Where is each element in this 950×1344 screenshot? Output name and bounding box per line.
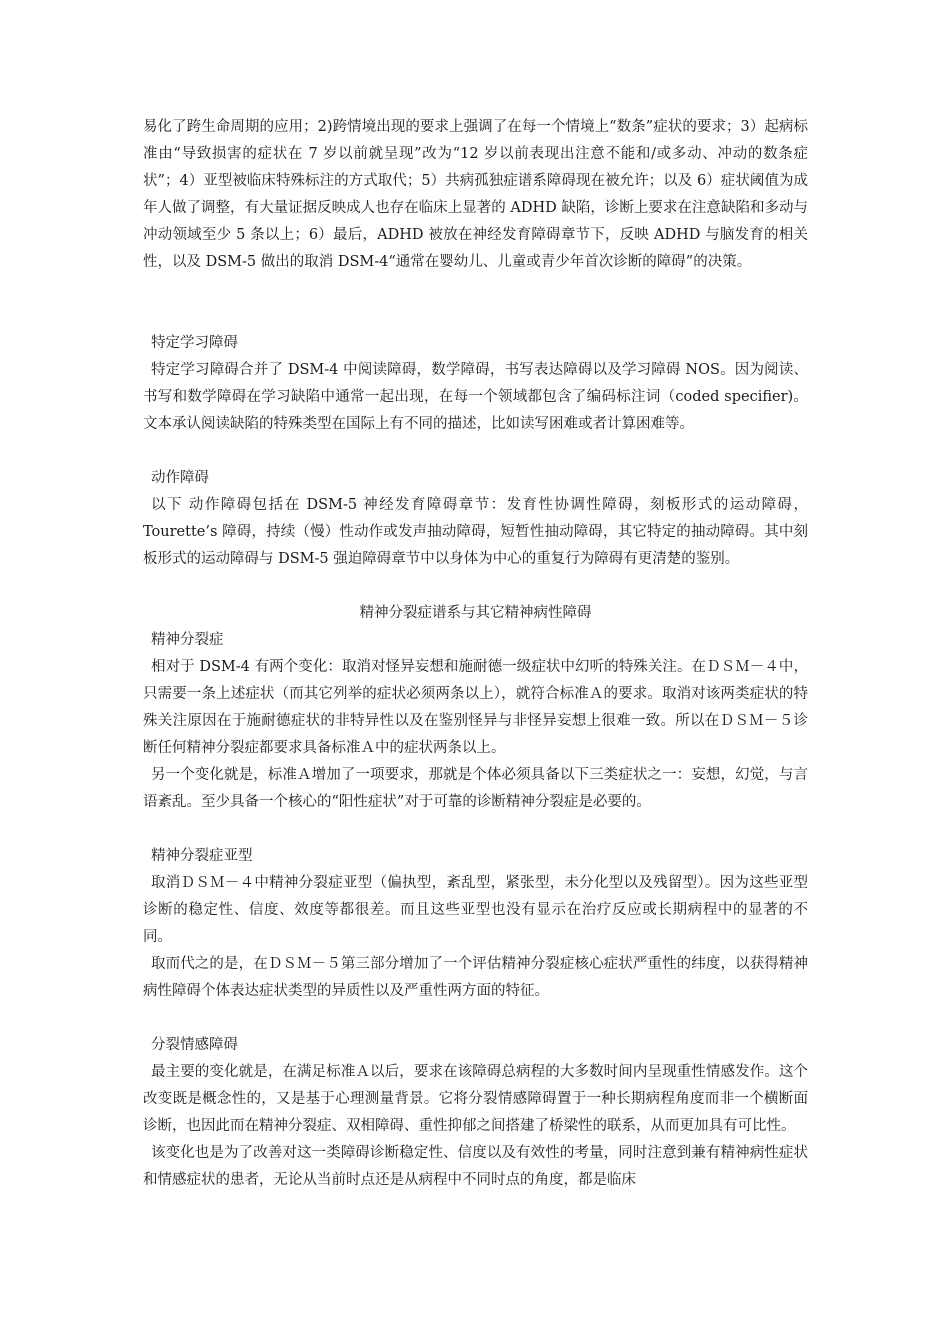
heading-motor-disorders: 动作障碍 [151,470,209,486]
heading-specific-learning-disorder: 特定学习障碍 [151,335,238,351]
subtypes-paragraph-2: 取而代之的是，在ＤＳＭ－５第三部分增加了一个评估精神分裂症核心症状严重性的纬度，以获得精神病性障碍个体表达症状类型的异质性以及严重性两方面的特征。 [143,956,808,999]
schizophrenia-paragraph-2: 另一个变化就是，标准Ａ增加了一项要求，那就是个体必须具备以下三类症状之一：妄想，幻觉，与言语紊乱。至少具备一个核心的“阳性症状”对于可靠的诊断精神分裂症是必要的。 [143,767,808,810]
heading-schizophrenia-subtypes: 精神分裂症亚型 [151,848,253,864]
spacer [143,438,808,465]
schizoaffective-paragraph-1: 最主要的变化就是，在满足标准Ａ以后，要求在该障碍总病程的大多数时间内呈现重性情感发作。这个改变既是概念性的，又是基于心理测量背景。它将分裂情感障碍置于一种长期病程角度而非一个横断面诊断，也因此而在精神分裂症、双相障碍、重性抑郁之间搭建了桥梁性的联系，从而更加具有可比性。 [143,1064,808,1134]
specific-learning-paragraph: 特定学习障碍合并了 DSM-4 中阅读障碍，数学障碍，书写表达障碍以及学习障碍 NOS。因为阅读、书写和数学障碍在学习缺陷中通常一起出现，在每一个领域都包含了编码标注词（coded specifier)。文本承认阅读缺陷的特殊类型在国际上有不同的描述，比如读写困难或者计算困难等。 [143,362,808,432]
spacer [143,816,808,843]
schizophrenia-paragraph-1: 相对于 DSM-4 有两个变化：取消对怪异妄想和施耐德一级症状中幻听的特殊关注。在ＤＳＭ－４中，只需要一条上述症状（而其它列举的症状必须两条以上），就符合标准Ａ的要求。取消对该两类症状的特殊关注原因在于施耐德症状的非特异性以及在鉴别怪异与非怪异妄想上很难一致。所以在ＤＳＭ－５诊断任何精神分裂症都要求具备标准Ａ中的症状两条以上。 [143,659,808,756]
schizoaffective-paragraph-2: 该变化也是为了改善对这一类障碍诊断稳定性、信度以及有效性的考量，同时注意到兼有精神病性症状和情感症状的患者，无论从当前时点还是从病程中不同时点的角度，都是临床 [143,1145,808,1188]
spacer [143,276,808,330]
document-page [143,114,808,1194]
spacer [143,573,808,600]
intro-paragraph: 易化了跨生命周期的应用；2)跨情境出现的要求上强调了在每一个情境上“数条”症状的要求；3）起病标准由“导致损害的症状在 7 岁以前就呈现”改为“12 岁以前表现出注意不能和/或多动、冲动的数条症状”；4）亚型被临床特殊标注的方式取代；5）共病孤独症谱系障碍现在被允许；以及 6）症状阈值为成年人做了调整，有大量证据反映成人也存在临床上显著的 ADHD 缺陷，诊断上要求在注意缺陷和多动与冲动领域至少 5 条以上；6）最后，ADHD 被放在神经发育障碍章节下，反映 ADHD 与脑发育的相关性，以及 DSM-5 做出的取消 DSM-4“通常在婴幼儿、儿童或青少年首次诊断的障碍”的决策。 [143,119,808,270]
section-title-schizophrenia-spectrum: 精神分裂症谱系与其它精神病性障碍 [359,605,592,621]
motor-disorders-paragraph: 以下 动作障碍包括在 DSM-5 神经发育障碍章节：发育性协调性障碍，刻板形式的运动障碍，Tourette’s 障碍，持续（慢）性动作或发声抽动障碍，短暂性抽动障碍，其它特定的抽动障碍。其中刻板形式的运动障碍与 DSM-5 强迫障碍章节中以身体为中心的重复行为障碍有更清楚的鉴别。 [143,497,808,567]
heading-schizophrenia: 精神分裂症 [151,632,224,648]
subtypes-paragraph-1: 取消ＤＳＭ－４中精神分裂症亚型（偏执型，紊乱型，紧张型，未分化型以及残留型）。因为这些亚型诊断的稳定性、信度、效度等都很差。而且这些亚型也没有显示在治疗反应或长期病程中的显著的不同。 [143,875,808,945]
heading-schizoaffective-disorder: 分裂情感障碍 [151,1037,238,1053]
spacer [143,1005,808,1032]
